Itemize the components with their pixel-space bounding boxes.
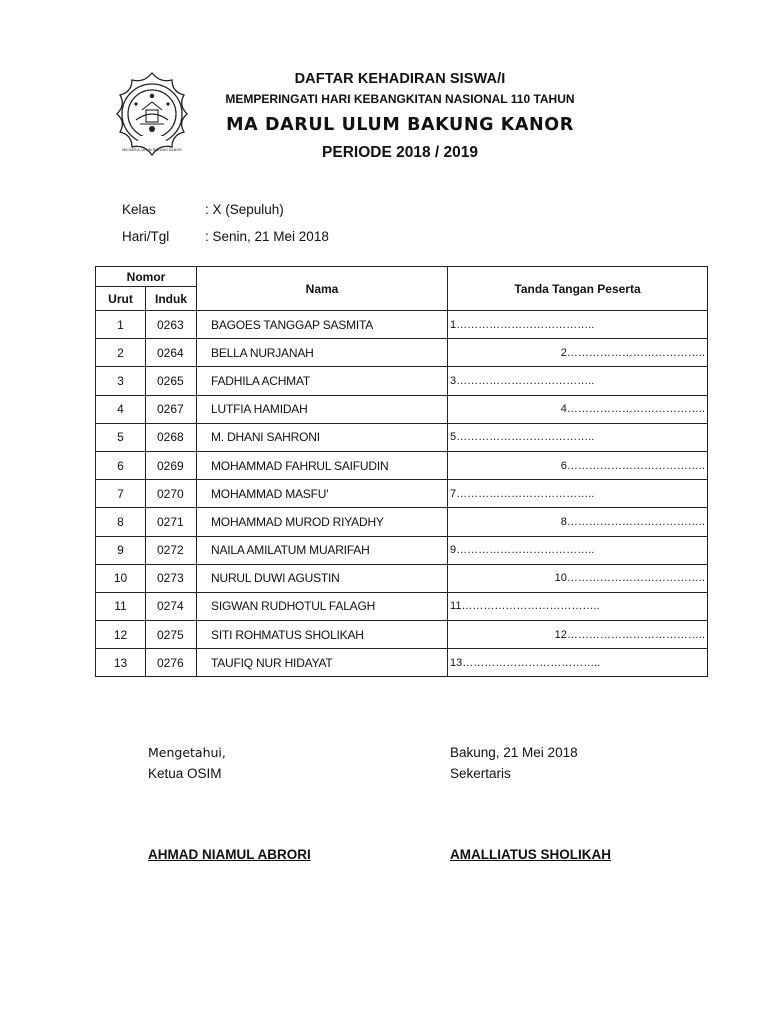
table-row: [96, 508, 708, 536]
induk-cell: 0270: [146, 480, 197, 508]
signature-cell[interactable]: 13………………………………..: [448, 649, 708, 677]
table-row: [96, 451, 708, 479]
signature-cell[interactable]: 6………………………………..: [448, 451, 708, 479]
table-row: [96, 621, 708, 649]
nama-cell: NAILA AMILATUM MUARIFAH: [197, 536, 448, 564]
table-row: [96, 536, 708, 564]
nama-cell: BAGOES TANGGAP SASMITA: [197, 311, 448, 339]
urut-cell: 1: [96, 311, 146, 339]
nama-cell: LUTFIA HAMIDAH: [197, 395, 448, 423]
nama-cell: MOHAMMAD FAHRUL SAIFUDIN: [197, 451, 448, 479]
place-date: Bakung, 21 Mei 2018: [450, 745, 578, 760]
nama-cell: TAUFIQ NUR HIDAYAT: [197, 649, 448, 677]
document-title: DAFTAR KEHADIRAN SISWA/I: [294, 71, 506, 87]
document-subtitle: MEMPERINGATI HARI KEBANGKITAN NASIONAL 110 TAHUN: [225, 92, 575, 106]
mengetahui-label: Mengetahui,: [148, 745, 226, 760]
header-urut: Urut: [96, 287, 146, 311]
nama-cell: NURUL DUWI AGUSTIN: [197, 564, 448, 592]
kelas-label: Kelas: [122, 202, 156, 217]
header-tanda-tangan: Tanda Tangan Peserta: [448, 267, 708, 311]
induk-cell: 0265: [146, 367, 197, 395]
induk-cell: 0272: [146, 536, 197, 564]
urut-cell: 10: [96, 564, 146, 592]
nama-cell: FADHILA ACHMAT: [197, 367, 448, 395]
signature-cell[interactable]: 7………………………………..: [448, 480, 708, 508]
period: PERIODE 2018 / 2019: [322, 144, 478, 161]
induk-cell: 0267: [146, 395, 197, 423]
induk-cell: 0275: [146, 621, 197, 649]
induk-cell: 0268: [146, 423, 197, 451]
attendance-table: [95, 266, 708, 677]
nama-cell: M. DHANI SAHRONI: [197, 423, 448, 451]
table-row: [96, 423, 708, 451]
signature-cell[interactable]: 10………………………………..: [448, 564, 708, 592]
ketua-name: AHMAD NIAMUL ABRORI: [148, 847, 311, 862]
signature-cell[interactable]: 3………………………………..: [448, 367, 708, 395]
table-row: [96, 311, 708, 339]
urut-cell: 3: [96, 367, 146, 395]
logo-text: MA DARUL ULUM BAKUNG KANOR: [122, 148, 182, 152]
induk-cell: 0273: [146, 564, 197, 592]
nama-cell: BELLA NURJANAH: [197, 339, 448, 367]
urut-cell: 5: [96, 423, 146, 451]
kelas-value: : X (Sepuluh): [205, 202, 284, 217]
attendance-rows: [96, 311, 708, 677]
nama-cell: SITI ROHMATUS SHOLIKAH: [197, 621, 448, 649]
signature-cell[interactable]: 1………………………………..: [448, 311, 708, 339]
urut-cell: 4: [96, 395, 146, 423]
signature-cell[interactable]: 9………………………………..: [448, 536, 708, 564]
header-nama: Nama: [197, 267, 448, 311]
ketua-label: Ketua OSIM: [148, 766, 222, 781]
nama-cell: MOHAMMAD MASFU': [197, 480, 448, 508]
sekretaris-name: AMALLIATUS SHOLIKAH: [450, 847, 611, 862]
tanggal-label: Hari/Tgl: [122, 229, 170, 244]
table-row: [96, 649, 708, 677]
table-row: [96, 395, 708, 423]
tanggal-value: : Senin, 21 Mei 2018: [205, 229, 329, 244]
induk-cell: 0271: [146, 508, 197, 536]
induk-cell: 0269: [146, 451, 197, 479]
table-row: [96, 367, 708, 395]
signature-cell[interactable]: 4………………………………..: [448, 395, 708, 423]
signature-cell[interactable]: 2………………………………..: [448, 339, 708, 367]
induk-cell: 0276: [146, 649, 197, 677]
signature-cell[interactable]: 8………………………………..: [448, 508, 708, 536]
urut-cell: 12: [96, 621, 146, 649]
induk-cell: 0264: [146, 339, 197, 367]
sekretaris-label: Sekertaris: [450, 766, 511, 781]
table-row: [96, 592, 708, 620]
urut-cell: 11: [96, 592, 146, 620]
table-row: [96, 564, 708, 592]
header-nomor: Nomor: [96, 267, 197, 287]
urut-cell: 9: [96, 536, 146, 564]
table-row: [96, 480, 708, 508]
urut-cell: 13: [96, 649, 146, 677]
urut-cell: 8: [96, 508, 146, 536]
table-row: [96, 339, 708, 367]
nama-cell: SIGWAN RUDHOTUL FALAGH: [197, 592, 448, 620]
signature-cell[interactable]: 5………………………………..: [448, 423, 708, 451]
urut-cell: 7: [96, 480, 146, 508]
urut-cell: 2: [96, 339, 146, 367]
signature-cell[interactable]: 12………………………………..: [448, 621, 708, 649]
induk-cell: 0263: [146, 311, 197, 339]
header-induk: Induk: [146, 287, 197, 311]
school-name: MA DARUL ULUM BAKUNG KANOR: [226, 115, 574, 135]
urut-cell: 6: [96, 451, 146, 479]
induk-cell: 0274: [146, 592, 197, 620]
signature-cell[interactable]: 11………………………………..: [448, 592, 708, 620]
nama-cell: MOHAMMAD MUROD RIYADHY: [197, 508, 448, 536]
